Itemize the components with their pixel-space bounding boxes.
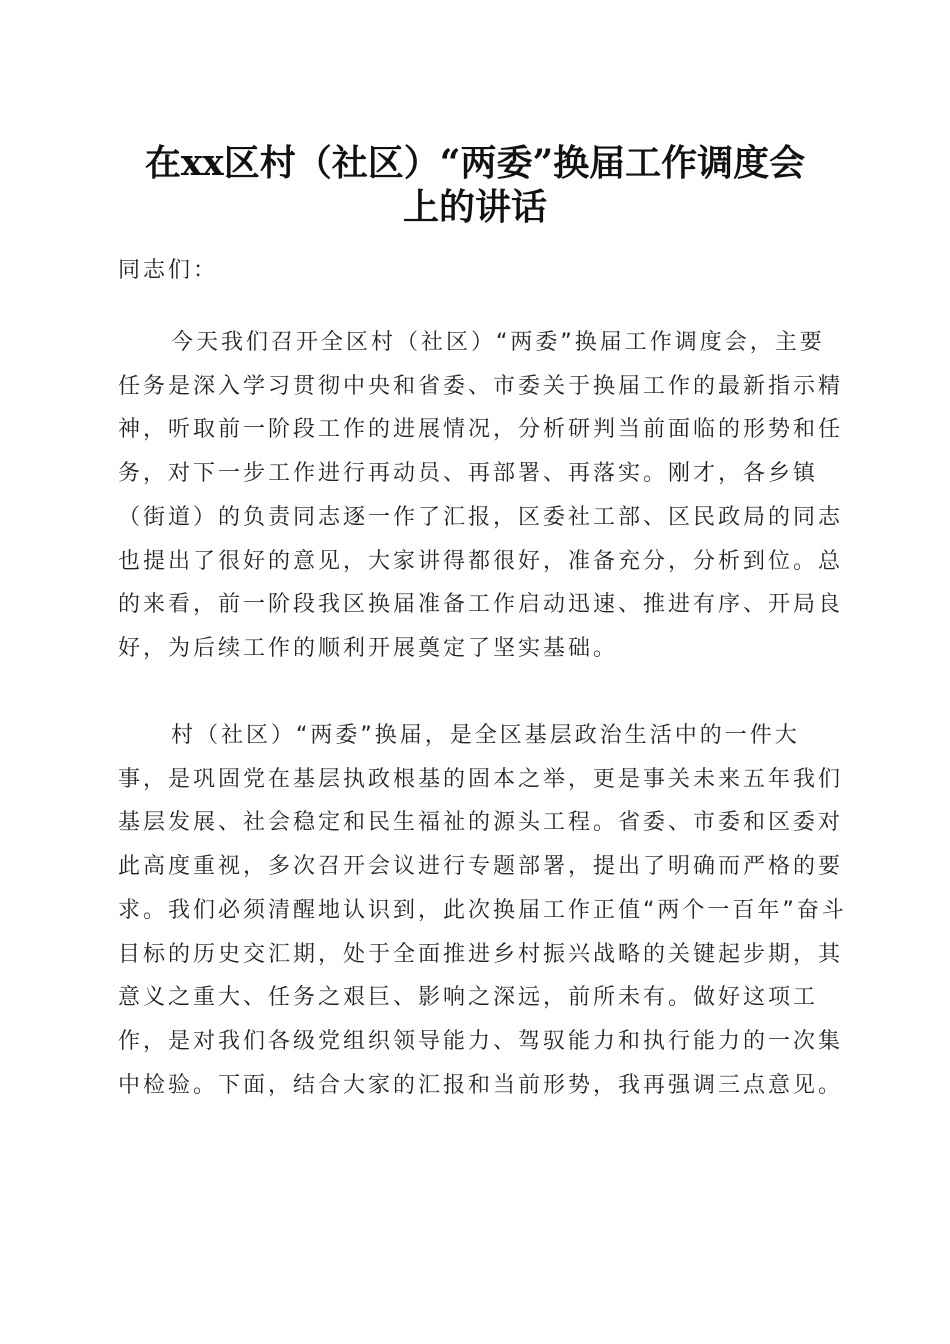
document-title-line-1: 在xx区村（社区）“两委”换届工作调度会	[144, 142, 806, 184]
salutation: 同志们：	[118, 258, 219, 283]
document-title-line-2: 上的讲话	[402, 186, 547, 228]
paragraph-2: 村（社区）“两委”换届，是全区基层政治生活中的一件大事，是巩固党在基层执政根基的固本之举，更是事关未来五年我们基层发展、社会稳定和民生福祉的源头工程。省委、市委和区委对此高度重视，多次召开会议进行专题部署，提出了明确而严格的要求。我们必须清醒地认识到，此次换届工作正值“两个一百年”奋斗目标的历史交汇期，处于全面推进乡村振兴战略的关键起步期，其意义之重大、任务之艰巨、影响之深远，前所未有。做好这项工作，是对我们各级党组织领导能力、驾驭能力和执行能力的一次集中检验。下面，结合大家的汇报和当前形势，我再强调三点意见。	[118, 723, 847, 1098]
paragraph-1: 今天我们召开全区村（社区）“两委”换届工作调度会，主要任务是深入学习贯彻中央和省委、市委关于换届工作的最新指示精神，听取前一阶段工作的进展情况，分析研判当前面临的形势和任务，对下一步工作进行再动员、再部署、再落实。刚才，各乡镇（街道）的负责同志逐一作了汇报，区委社工部、区民政局的同志也提出了很好的意见，大家讲得都很好，准备充分，分析到位。总的来看，前一阶段我区换届准备工作启动迅速、推进有序、开局良好，为后续工作的顺利开展奠定了坚实基础。	[118, 330, 844, 661]
